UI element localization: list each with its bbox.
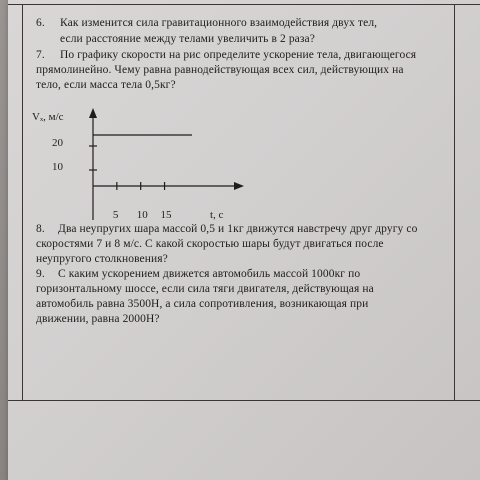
question-6-line-1: Как изменится сила гравитационного взаимодействия двух тел, [60,17,378,29]
y-axis-label: Vₓ, м/с [32,111,64,123]
chart-ticks [52,137,172,221]
right-border [454,4,455,400]
x-axis-arrow [234,182,244,190]
question-7-line-1: По графику скорости на рис определите ускорение тела, двигающегося [60,49,417,61]
question-7-line-3: тело, если масса тела 0,5кг? [36,79,176,91]
bottom-border [8,400,480,401]
question-8-line-1: Два неупругих шара массой 0,5 и 1кг движутся навстречу друг другу со [58,223,418,235]
question-6-number: 6. [36,17,45,29]
x-tick-label-15: 15 [160,209,172,221]
question-8-line-3: неупругого столкновения? [36,253,168,265]
question-8-line-2: скоростями 7 и 8 м/с. С какой скоростью шары будут двигаться после [36,238,384,250]
top-border [8,4,480,5]
question-6-line-2: если расстояние между телами увеличить в 2 раза? [60,33,315,45]
question-9-number: 9. [36,268,45,280]
x-tick-label-5: 5 [112,209,119,221]
question-9-line-3: автомобиль равна 3500Н, а сила сопротивления, возникающая при [36,298,369,310]
x-tick-label-10: 10 [136,209,148,221]
y-tick-label-10: 10 [52,161,63,173]
question-9-line-4: движении, равна 2000Н? [36,313,160,325]
velocity-chart [24,112,254,224]
question-8-number: 8. [36,223,45,235]
y-tick-label-20: 20 [52,137,63,149]
question-7-line-2: прямолинейно. Чему равна равнодействующая всех сил, действующих на [36,64,404,76]
velocity-chart-svg [24,112,254,224]
question-9-line-1: С каким ускорением движется автомобиль массой 1000кг по [58,268,361,280]
left-border [22,4,23,400]
x-axis-label: t, c [210,209,224,221]
question-9-line-2: горизонтальному шоссе, если сила тяги двигателя, действующая на [36,283,374,295]
question-7-number: 7. [36,49,45,61]
